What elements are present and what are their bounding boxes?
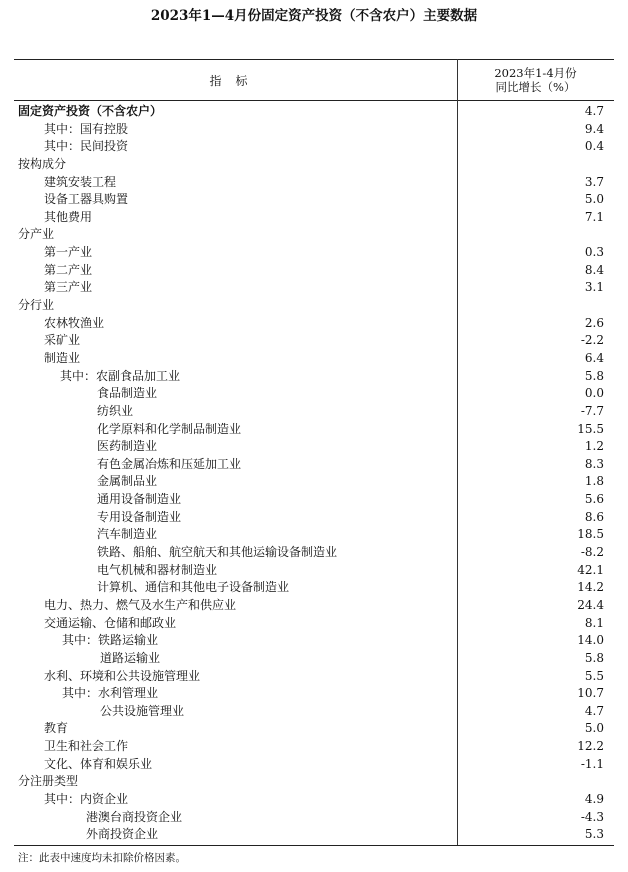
- row-value: 0.0: [584, 386, 604, 401]
- row-value: -1.1: [580, 756, 604, 771]
- table-row: [0, 315, 628, 333]
- row-label: 其中：农副食品加工业: [60, 368, 181, 383]
- table-row: [0, 403, 628, 421]
- table-row: [0, 138, 628, 156]
- row-value: 5.6: [584, 492, 604, 507]
- table-row: [0, 191, 628, 209]
- row-value: 24.4: [577, 597, 604, 612]
- table-row: [0, 350, 628, 368]
- table-row: [0, 438, 628, 456]
- row-label: 有色金属冶炼和压延加工业: [97, 456, 242, 471]
- table-row: [0, 473, 628, 491]
- row-label: 交通运输、仓储和邮政业: [44, 615, 177, 630]
- row-value: 12.2: [577, 739, 604, 754]
- row-label: 其中：民间投资: [44, 139, 129, 154]
- table-row: [0, 262, 628, 280]
- row-label: 固定资产投资（不含农户）: [18, 104, 163, 118]
- row-label: 分行业: [18, 298, 55, 313]
- table-row: [0, 562, 628, 580]
- row-value: -4.3: [580, 809, 604, 824]
- row-value: 8.3: [584, 456, 604, 471]
- row-value: 4.7: [584, 703, 604, 718]
- row-label: 外商投资企业: [86, 827, 159, 842]
- row-label: 其他费用: [44, 209, 93, 224]
- row-label: 卫生和社会工作: [44, 739, 129, 754]
- row-label: 第二产业: [44, 262, 93, 277]
- table-row: [0, 121, 628, 139]
- row-value: -8.2: [580, 545, 604, 560]
- table-row: [0, 174, 628, 192]
- row-value: 5.8: [584, 368, 604, 383]
- row-label: 其中：水利管理业: [62, 686, 159, 701]
- table-row: [0, 773, 628, 791]
- row-value: 0.3: [584, 245, 604, 260]
- table-body: [0, 103, 628, 844]
- row-value: 14.0: [577, 633, 604, 648]
- table-row: [0, 597, 628, 615]
- row-label: 教育: [44, 721, 69, 736]
- row-label: 第三产业: [44, 280, 93, 295]
- row-label: 金属制品业: [97, 474, 158, 489]
- row-value: 4.9: [584, 791, 604, 806]
- table-row: [0, 685, 628, 703]
- row-label: 化学原料和化学制品制造业: [97, 421, 242, 436]
- row-label: 设备工器具购置: [44, 192, 129, 207]
- row-label: 水利、环境和公共设施管理业: [44, 668, 201, 683]
- row-value: 8.6: [584, 509, 604, 524]
- row-label: 文化、体育和娱乐业: [44, 756, 153, 771]
- row-label: 分注册类型: [18, 774, 79, 789]
- table-row: [0, 720, 628, 738]
- table-row: [0, 615, 628, 633]
- table-row: [0, 703, 628, 721]
- row-value: 1.2: [584, 439, 604, 454]
- row-value: 8.1: [584, 615, 604, 630]
- value-header-line2: 同比增长（%）: [495, 80, 576, 94]
- row-label: 电气机械和器材制造业: [97, 562, 218, 577]
- row-value: -7.7: [580, 403, 604, 418]
- row-value: 0.4: [584, 139, 604, 154]
- row-label: 第一产业: [44, 245, 93, 260]
- row-label: 采矿业: [44, 333, 81, 348]
- table-row: [0, 209, 628, 227]
- row-value: 5.3: [584, 827, 604, 842]
- row-label: 汽车制造业: [97, 527, 158, 542]
- table-row: [0, 738, 628, 756]
- value-column-header: [457, 60, 614, 100]
- row-value: 5.0: [584, 721, 604, 736]
- table-row: [0, 791, 628, 809]
- row-label: 其中：国有控股: [44, 121, 129, 136]
- table-header: [14, 59, 614, 101]
- indicator-column-header: 指标: [209, 73, 262, 88]
- row-value: 14.2: [577, 580, 604, 595]
- table-row: [0, 544, 628, 562]
- row-value: 3.7: [584, 174, 604, 189]
- row-value: 1.8: [584, 474, 604, 489]
- table-row: [0, 385, 628, 403]
- row-value: 42.1: [577, 562, 604, 577]
- row-label: 其中：铁路运输业: [62, 633, 159, 648]
- table-row: [0, 456, 628, 474]
- row-value: 3.1: [584, 280, 604, 295]
- table-row: [0, 632, 628, 650]
- table-row: [0, 297, 628, 315]
- row-value: 8.4: [584, 262, 604, 277]
- row-label: 医药制造业: [97, 439, 158, 454]
- table-row: [0, 226, 628, 244]
- row-value: 7.1: [584, 209, 604, 224]
- row-label: 分产业: [18, 227, 55, 242]
- row-label: 道路运输业: [100, 650, 161, 665]
- value-header-line1: 2023年1-4月份: [494, 66, 577, 80]
- row-label: 电力、热力、燃气及水生产和供应业: [44, 597, 237, 612]
- row-value: 9.4: [584, 121, 604, 136]
- table-row: [0, 526, 628, 544]
- row-value: 18.5: [577, 527, 604, 542]
- row-label: 农林牧渔业: [44, 315, 105, 330]
- row-label: 港澳台商投资企业: [86, 809, 183, 824]
- table-row: [0, 509, 628, 527]
- table-row: [0, 668, 628, 686]
- row-value: 4.7: [584, 104, 604, 118]
- row-label: 专用设备制造业: [97, 509, 182, 524]
- row-value: 5.5: [584, 668, 604, 683]
- row-label: 公共设施管理业: [100, 703, 185, 718]
- table-title: 2023年1—4月份固定资产投资（不含农户）主要数据: [150, 8, 478, 24]
- table-row: [0, 756, 628, 774]
- table-bottom-rule: [14, 845, 614, 846]
- row-value: -2.2: [580, 333, 604, 348]
- row-label: 建筑安装工程: [44, 174, 117, 189]
- table-row: [0, 809, 628, 827]
- row-value: 6.4: [584, 350, 604, 365]
- row-label: 食品制造业: [97, 386, 158, 401]
- row-value: 15.5: [577, 421, 604, 436]
- table-row: [0, 103, 628, 121]
- row-value: 5.0: [584, 192, 604, 207]
- table-row: [0, 156, 628, 174]
- table-row: [0, 421, 628, 439]
- row-value: 10.7: [577, 686, 604, 701]
- table-row: [0, 332, 628, 350]
- table-row: [0, 491, 628, 509]
- table-row: [0, 826, 628, 844]
- table-row: [0, 650, 628, 668]
- table-row: [0, 579, 628, 597]
- footnote: 注：此表中速度均未扣除价格因素。: [18, 852, 186, 864]
- row-label: 按构成分: [18, 156, 67, 171]
- row-label: 纺织业: [97, 403, 134, 418]
- table-row: [0, 368, 628, 386]
- row-label: 制造业: [44, 350, 81, 365]
- row-value: 2.6: [584, 315, 604, 330]
- row-label: 铁路、船舶、航空航天和其他运输设备制造业: [97, 545, 338, 560]
- row-value: 5.8: [584, 650, 604, 665]
- row-label: 计算机、通信和其他电子设备制造业: [97, 580, 290, 595]
- row-label: 通用设备制造业: [97, 492, 182, 507]
- table-row: [0, 244, 628, 262]
- table-row: [0, 279, 628, 297]
- row-label: 其中：内资企业: [44, 791, 129, 806]
